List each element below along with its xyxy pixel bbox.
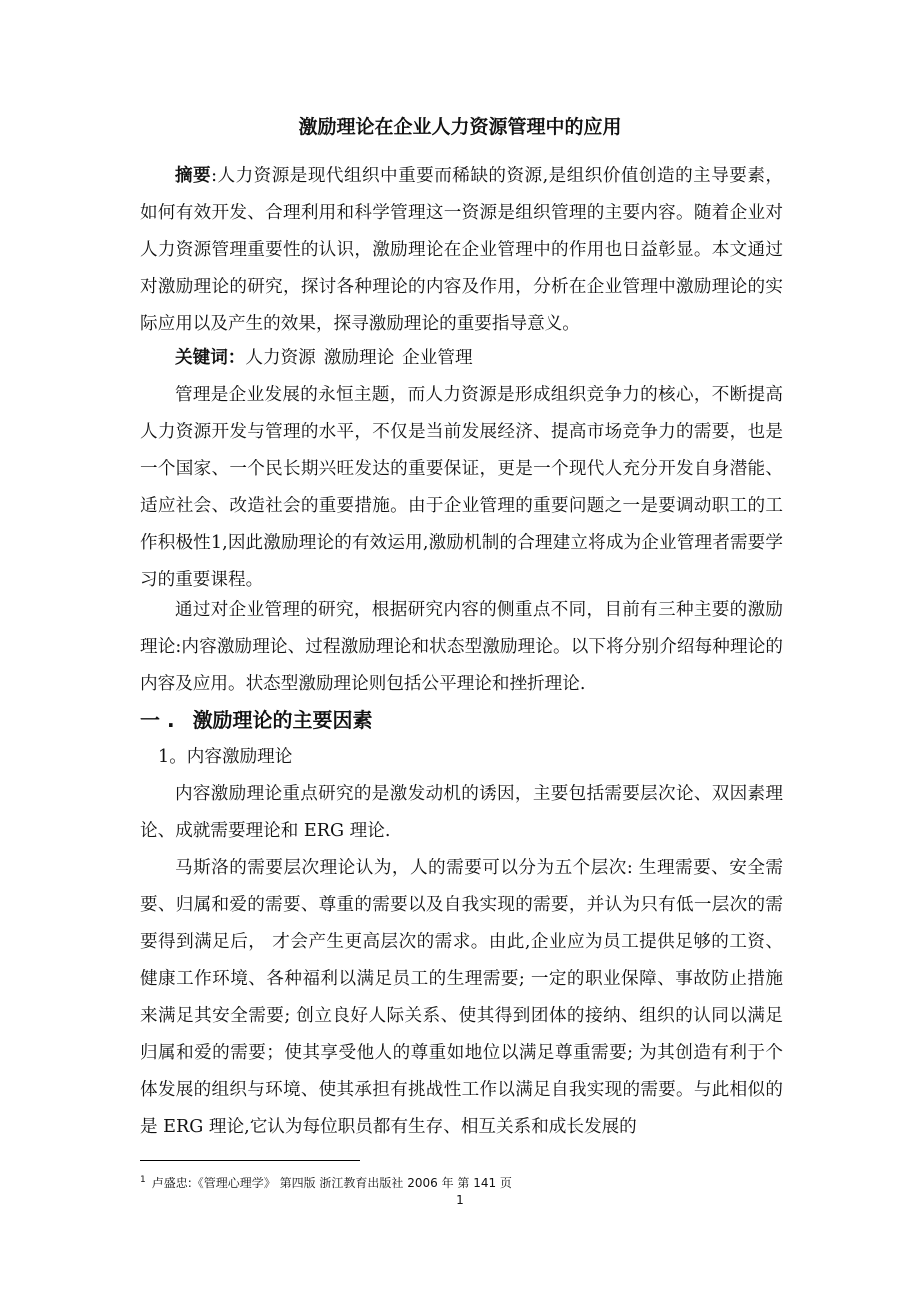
keywords-label: 关键词：: [175, 348, 246, 368]
keyword-item: 人力资源: [245, 348, 316, 368]
document-title: 激励理论在企业人力资源管理中的应用: [298, 116, 622, 138]
abstract-paragraph: [140, 158, 783, 343]
page-number: 1: [456, 1193, 464, 1207]
section-title: 激励理论的主要因素: [192, 708, 373, 732]
keyword-item: 企业管理: [402, 348, 473, 368]
abstract-label: 摘要: [175, 166, 212, 186]
abstract-text: :人力资源是现代组织中重要而稀缺的资源,是组织价值创造的主导要素，如何有效开发、合理利用和科学管理这一资源是组织管理的主要内容。随着企业对人力资源管理重要性的认识，激励理论在企业管理中的作用也日益彰显。本文通过对激励理论的研究，探讨各种理论的内容及作用，分析在企业管理中激励理论的实际应用以及产生的效果，探寻激励理论的重要指导意义。: [140, 166, 783, 334]
footnote-divider: [140, 1160, 360, 1161]
footnote-mark: 1: [140, 1175, 146, 1185]
body-paragraph: 马斯洛的需要层次理论认为，人的需要可以分为五个层次: 生理需要、安全需要、归属和爱的需要、尊重的需要以及自我实现的需要，并认为只有低一层次的需要得到满足后， 才会产生更高层次的需求。由此,企业应为员工提供足够的工资、健康工作环境、各种福利以满足员工的生理需要; 一定的职业保障、事故防止措施来满足其安全需要; 创立良好人际关系、使其得到团体的接纳、组织的认同以满足归属和爱的需要；使其享受他人的尊重如地位以满足尊重需要; 为其创造有利于个体发展的组织与环境、使其承担有挑战性工作以满足自我实现的需要。与此相似的是 ERG 理论,它认为每位职员都有生存、相互关系和成长发展的: [140, 858, 783, 1137]
footnote-text: 卢盛忠:《管理心理学》 第四版 浙江教育出版社 2006 年 第 141 页: [151, 1176, 512, 1190]
body-paragraph: 管理是企业发展的永恒主题，而人力资源是形成组织竞争力的核心，不断提高人力资源开发与管理的水平，不仅是当前发展经济、提高市场竞争力的需要，也是一个国家、一个民长期兴旺发达的重要保证，更是一个现代人充分开发自身潜能、适应社会、改造社会的重要措施。由于企业管理的重要问题之一是要调动职工的工作积极性1,因此激励理论的有效运用,激励机制的合理建立将成为企业管理者需要学习的重要课程。: [140, 385, 783, 590]
keyword-item: 激励理论: [323, 348, 395, 368]
section-heading: [140, 703, 783, 737]
keywords-line: [140, 340, 783, 377]
body-paragraph: 内容激励理论重点研究的是激发动机的诱因，主要包括需要层次论、双因素理论、成就需要理论和 ERG 理论.: [140, 784, 783, 841]
section-number: 一 .: [140, 708, 175, 732]
subsection-heading: 1。内容激励理论: [158, 747, 293, 767]
body-paragraph: 通过对企业管理的研究，根据研究内容的侧重点不同，目前有三种主要的激励理论:内容激励理论、过程激励理论和状态型激励理论。以下将分别介绍每种理论的内容及应用。状态型激励理论则包括公平理论和挫折理论.: [140, 600, 783, 694]
